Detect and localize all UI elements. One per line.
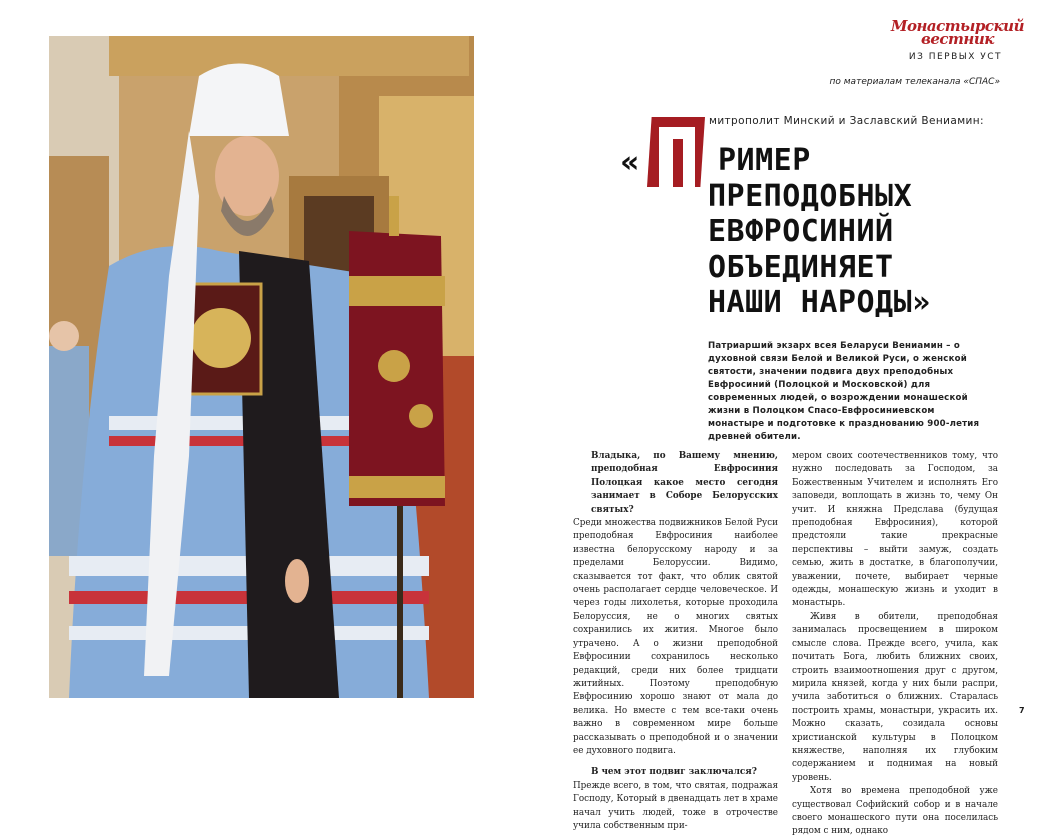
headline-line: ПРЕПОДОБНЫХ [708, 178, 913, 214]
section-title: ИЗ ПЕРВЫХ УСТ [908, 52, 1002, 62]
photo-metropolitan-icon [49, 36, 474, 698]
paragraph: Хотя во времена преподобной уже существовал Софийский собор и в начале своего монашеского пути она поселилась рядом с ним, однако [792, 786, 998, 837]
logo-line-2: вестник [920, 30, 994, 48]
question-1: Владыка, по Вашему мнению, преподобная Евфросиния Полоцкая какое место сегодня занимает в Соборе Белорусских святых? [591, 451, 778, 515]
body-column-2 [792, 450, 998, 839]
paragraph: мером своих соотечественников тому, что нужно последовать за Господом, за Божественным Учителем и исполнять Его заповеди, воплощать в жизнь то, чему Он учит. И княжна Предслава (будущая преподобная Евфросиния), которой предстояли такие прекрасные перспективы – выйти замуж, создать семью, жить в достатке, в благополучии, уважении, почете, выбирает черные одежды, монашескую жизнь и уходит в монастырь. [792, 451, 998, 609]
initial-letter-p [647, 117, 705, 187]
headline [708, 143, 931, 321]
headline-line: НАШИ НАРОДЫ» [708, 285, 931, 320]
logo-line-1: Монастырский [890, 17, 1024, 35]
paragraph: Живя в обители, преподобная занималась просвещением в широком смысле слова. Прежде всего, учила, как почитать Бога, любить ближних своих, строить взаимоотношения друг с другом, мирила князей, когда у них были распри, учила заботиться о ближних. Старалась построить храмы, монастыри, украсить их. Можно сказать, созидала основы христианской культуры в Полоцком княжестве, наполняя их глубоким содержанием и поднимая на новый уровень. [792, 611, 998, 783]
magazine-logo [890, 17, 1024, 48]
headline-line: РИМЕР [718, 143, 811, 178]
opening-quote: « [620, 145, 640, 180]
headline-line: ЕВФРОСИНИЙ [708, 214, 894, 249]
metropolitan-photo [49, 36, 474, 698]
lead-paragraph: Патриарший экзарх всея Беларуси Вениамин – о духовной связи Белой и Великой Руси, о женской святости, значении подвига двух преподобных Евфросиний (Полоцкой и Московской) для современных людей, о возрождении монашеской жизни в Полоцком Спасо-Евфросиниевском монастыре и подготовке к празднованию 900-летия древней обители. [708, 341, 980, 442]
answer-2: Прежде всего, в том, что святая, подражая Господу, Который в двенадцать лет в храме начал учить людей, тоже в отрочестве учила собственным при- [573, 780, 778, 831]
kicker: митрополит Минский и Заславский Вениамин: [709, 115, 984, 127]
page-number: 7 [1019, 706, 1025, 715]
answer-1: Среди множества подвижников Белой Руси преподобная Евфросиния наиболее известна белорусскому народу и за пределами Белоруссии. Видимо, сказывается тот факт, что облик святой очень располагает сердце человеческое. И через годы лихолетья, которые проходила Белоруссия, не о многих святых сохранились их жития. Многое было утрачено. А о жизни преподобной Евфросинии сохранилось несколько редакций, среди них более тридцати житийных. Поэтому преподобную Евфросинию хорошо знают от мала до велика. Но вместе с тем все-таки очень важно в современном мире больше рассказывать о преподобной и о значении ее духовного подвига. [573, 518, 778, 756]
question-2: В чем этот подвиг заключался? [591, 767, 757, 778]
body-column-1 [573, 450, 778, 833]
source-note: по материалам телеканала «СПАС» [829, 77, 1000, 87]
headline-line: ОБЪЕДИНЯЕТ [708, 249, 894, 285]
